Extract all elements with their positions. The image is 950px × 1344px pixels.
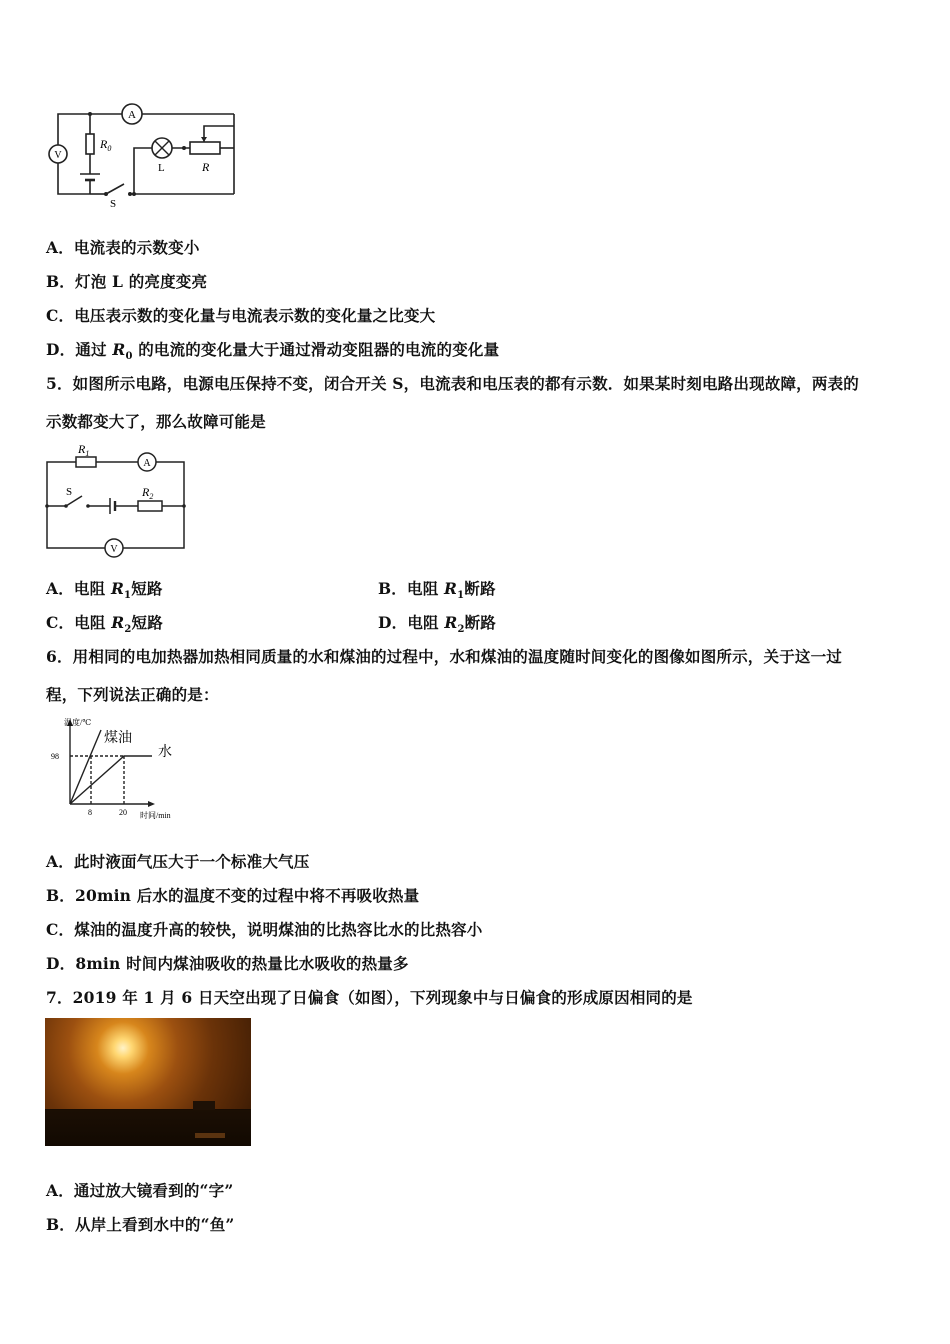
switch-label: S (110, 198, 117, 210)
ammeter-icon (138, 453, 156, 471)
q6-option-c: C．煤油的温度升高的较快，说明煤油的比热容比水的比热容小 (46, 920, 483, 939)
q4-option-a: A．电流表的示数变小 (46, 238, 200, 257)
svg-text:V: V (54, 150, 62, 161)
r0-label: $R_0$ (100, 137, 112, 153)
x-tick-8: 8 (88, 808, 92, 817)
temperature-time-graph (44, 716, 194, 826)
q7-stem: 7．2019 年 1 月 6 日天空出现了日偏食（如图），下列现象中与日偏食的形成原因相同的是 (46, 988, 693, 1007)
circuit-diagram-2 (44, 440, 190, 560)
water-label: 水 (158, 745, 172, 760)
q6-option-b: B．20min 后水的温度不变的过程中将不再吸收热量 (46, 886, 420, 905)
lamp-label: L (158, 162, 165, 174)
q5-option-b: B．电阻 $R_1$断路 (378, 579, 496, 602)
ammeter-icon (122, 104, 142, 124)
svg-text:A: A (143, 458, 151, 469)
q7-option-a: A．通过放大镜看到的“字” (46, 1181, 234, 1200)
q6-option-d: D．8min 时间内煤油吸收的热量比水吸收的热量多 (46, 954, 409, 973)
q4-option-b: B．灯泡 L 的亮度变亮 (46, 272, 208, 291)
q7-option-b: B．从岸上看到水中的“鱼” (46, 1215, 235, 1234)
switch-label: S (66, 486, 73, 498)
y-axis-label: 温度/℃ (64, 718, 92, 727)
q5-option-c: C．电阻 $R_2$短路 (46, 613, 163, 636)
q4-option-c: C．电压表示数的变化量与电流表示数的变化量之比变大 (46, 306, 436, 325)
water-line (70, 756, 152, 804)
q6-option-a: A．此时液面气压大于一个标准大气压 (46, 852, 310, 871)
x-axis-label: 时间/min (140, 811, 171, 820)
voltmeter-icon (105, 539, 123, 557)
svg-text:V: V (110, 544, 118, 555)
kerosene-label: 煤油 (104, 731, 132, 746)
r1-label: $R_1$ (78, 442, 90, 458)
q6-stem-line2: 程，下列说法正确的是： (46, 685, 219, 704)
kerosene-line (70, 730, 101, 804)
y-tick-98: 98 (51, 752, 59, 761)
q5-option-a: A．电阻 $R_1$短路 (46, 579, 163, 602)
x-tick-20: 20 (119, 808, 127, 817)
q4-option-d: D．通过 $R_0$ 的电流的变化量大于通过滑动变阻器的电流的变化量 (46, 340, 500, 363)
rheostat-label: R (202, 160, 210, 174)
r2-label: $R_2$ (142, 485, 154, 501)
circuit-diagram-1 (44, 96, 244, 212)
voltmeter-icon (49, 145, 67, 163)
q5-option-d: D．电阻 $R_2$断路 (378, 613, 497, 636)
partial-eclipse-photo (45, 1018, 251, 1146)
svg-text:A: A (128, 109, 136, 121)
q5-stem-line2: 示数都变大了，那么故障可能是 (46, 412, 266, 431)
lamp-icon (152, 138, 172, 158)
q5-stem-line1: 5．如图所示电路，电源电压保持不变，闭合开关 S，电流表和电压表的都有示数．如果某时刻电路出现故障，两表的 (46, 374, 859, 393)
q6-stem-line1: 6．用相同的电加热器加热相同质量的水和煤油的过程中，水和煤油的温度随时间变化的图像如图所示，关于这一过 (46, 647, 842, 666)
